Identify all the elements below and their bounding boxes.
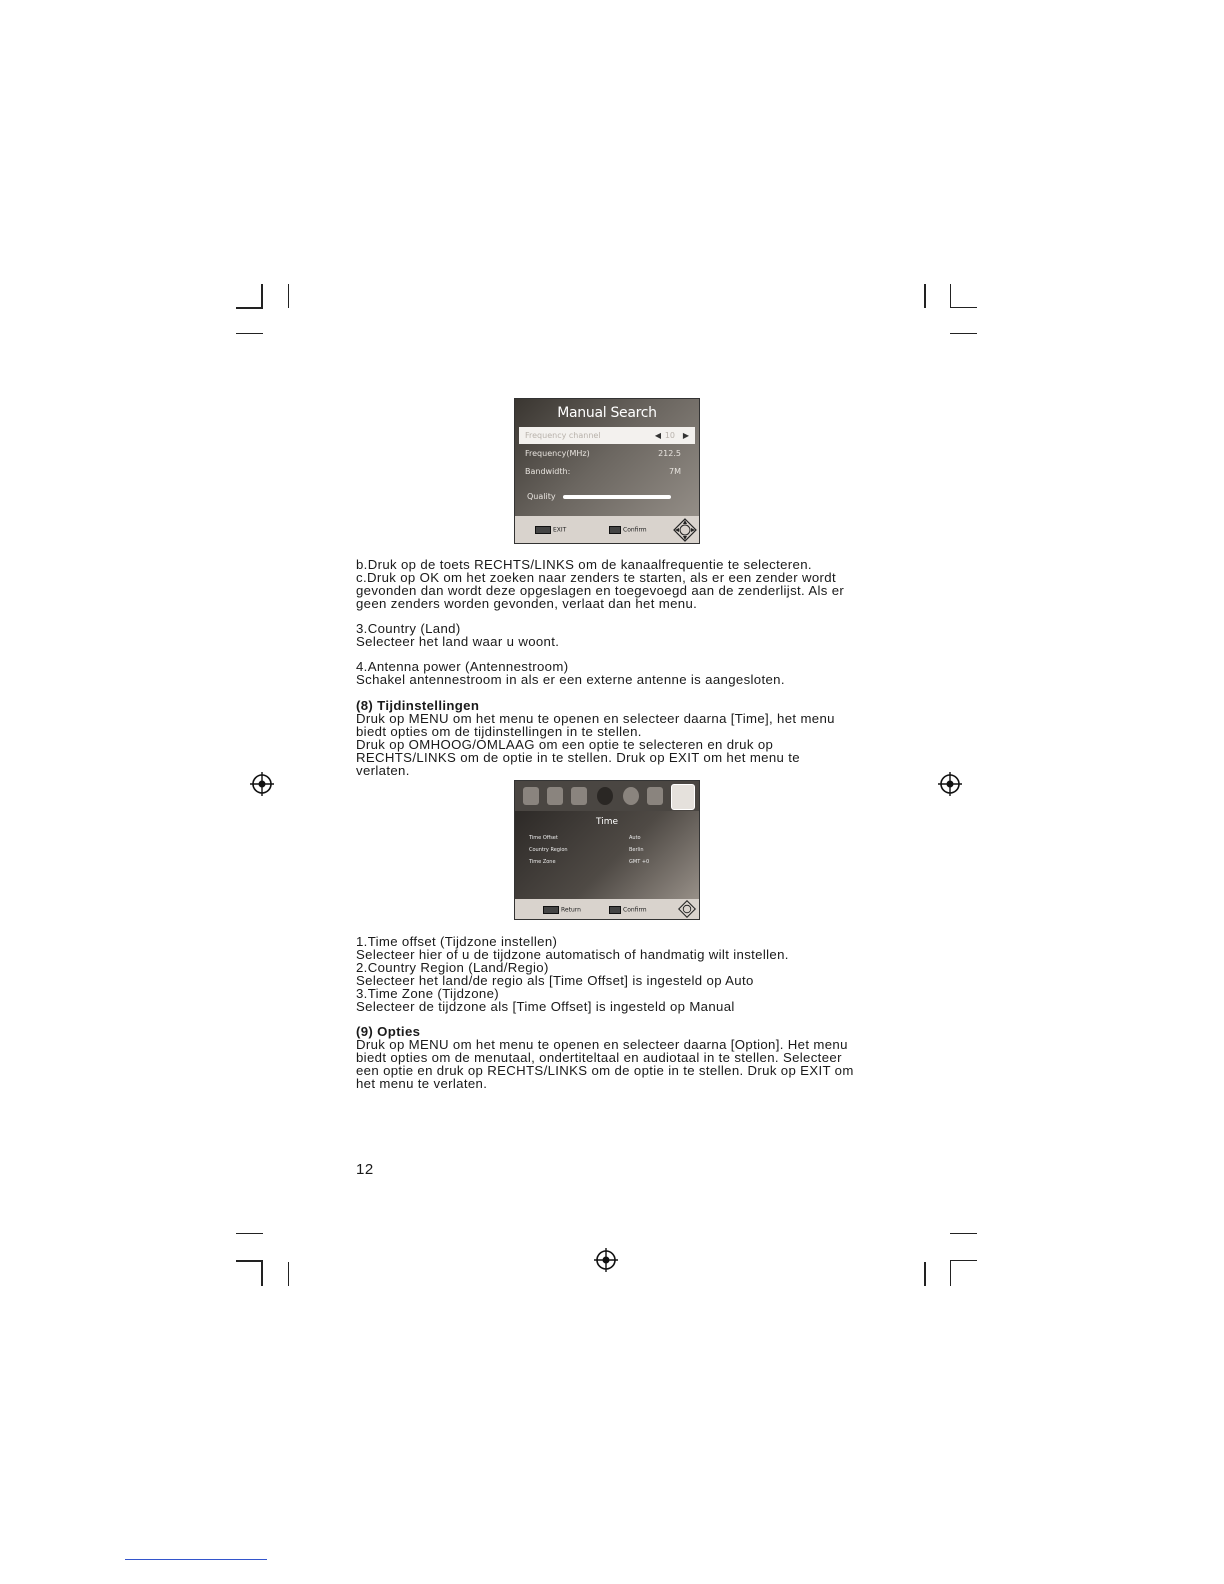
text-line: biedt opties om de tijdinstellingen in te stellen. bbox=[356, 724, 642, 739]
crop-mark bbox=[950, 307, 977, 308]
text-line: Selecteer het land/de regio als [Time Offset] is ingesteld op Auto bbox=[356, 973, 754, 988]
confirm-key[interactable]: Confirm bbox=[609, 906, 647, 914]
arrow-right-icon[interactable]: ▶ bbox=[682, 431, 689, 440]
quality-row bbox=[519, 488, 695, 505]
crop-mark bbox=[950, 1260, 977, 1261]
row-value: 10 bbox=[664, 431, 675, 440]
dpad-icon bbox=[673, 518, 697, 542]
country-section bbox=[356, 622, 876, 648]
text-line: Selecteer de tijdzone als [Time Offset] is ingesteld op Manual bbox=[356, 999, 735, 1014]
row-label: Time Zone bbox=[529, 859, 556, 865]
crop-mark bbox=[950, 333, 977, 334]
crop-mark bbox=[950, 1233, 977, 1234]
time-options-list bbox=[356, 935, 876, 1013]
lock-icon[interactable] bbox=[597, 787, 613, 805]
page-number: 12 bbox=[356, 1161, 374, 1178]
text-line: 2.Country Region (Land/Regio) bbox=[356, 960, 549, 975]
text-line: Selecteer hier of u de tijdzone automatisch of handmatig wilt instellen. bbox=[356, 947, 789, 962]
time-settings-section bbox=[356, 699, 876, 777]
text-line: Selecteer het land waar u woont. bbox=[356, 634, 560, 649]
antenna-section bbox=[356, 660, 876, 686]
quality-label: Quality bbox=[527, 492, 556, 501]
footer-rule bbox=[125, 1559, 267, 1560]
crop-mark bbox=[261, 1260, 263, 1286]
text-line: verlaten. bbox=[356, 763, 410, 778]
text-line: gevonden dan wordt deze opgeslagen en toegevoegd aan de zenderlijst. Als er bbox=[356, 583, 845, 598]
manual-search-screen bbox=[514, 398, 700, 544]
section-heading: 3.Country (Land) bbox=[356, 621, 461, 636]
text-line: b.Druk op de toets RECHTS/LINKS om de kanaalfrequentie te selecteren. bbox=[356, 557, 812, 572]
picture-icon[interactable] bbox=[523, 787, 539, 805]
text-line: c.Druk op OK om het zoeken naar zenders te starten, als er een zender wordt bbox=[356, 570, 836, 585]
time-offset-row[interactable] bbox=[529, 835, 689, 845]
option-icon[interactable] bbox=[647, 787, 663, 805]
time-zone-row[interactable] bbox=[529, 859, 689, 869]
crop-mark bbox=[236, 1233, 263, 1234]
exit-key[interactable]: EXIT bbox=[535, 526, 566, 534]
manual-search-title: Manual Search bbox=[557, 405, 657, 421]
section-heading: (9) Opties bbox=[356, 1024, 421, 1039]
row-value: Auto bbox=[629, 835, 641, 841]
search-instructions bbox=[356, 558, 876, 610]
row-label: Bandwidth: bbox=[525, 467, 571, 476]
row-label: Country Region bbox=[529, 847, 568, 853]
sound-icon[interactable] bbox=[547, 787, 563, 805]
row-label: Frequency channel bbox=[525, 431, 601, 440]
crop-mark bbox=[236, 307, 263, 309]
registration-mark-icon bbox=[937, 771, 963, 797]
crop-mark bbox=[261, 284, 263, 308]
registration-mark-icon bbox=[593, 1247, 619, 1273]
crop-mark bbox=[236, 333, 263, 334]
arrow-left-icon[interactable]: ◀ bbox=[654, 431, 661, 440]
bandwidth-row[interactable] bbox=[519, 463, 695, 480]
text-line: Druk op MENU om het menu te openen en selecteer daarna [Time], het menu bbox=[356, 711, 835, 726]
dpad-icon bbox=[678, 900, 696, 918]
time-icon[interactable] bbox=[671, 784, 695, 810]
section-heading: (8) Tijdinstellingen bbox=[356, 698, 480, 713]
section-heading: 4.Antenna power (Antennestroom) bbox=[356, 659, 569, 674]
row-value: GMT +0 bbox=[629, 859, 650, 865]
time-menu-footer bbox=[515, 899, 699, 919]
country-region-row[interactable] bbox=[529, 847, 689, 857]
frequency-channel-row[interactable] bbox=[519, 427, 695, 444]
channel-icon[interactable] bbox=[571, 787, 587, 805]
text-line: een optie en druk op RECHTS/LINKS om de optie in te stellen. Druk op EXIT om bbox=[356, 1063, 854, 1078]
manual-search-footer bbox=[515, 516, 699, 543]
text-line: biedt opties om de menutaal, ondertiteltaal en audiotaal in te stellen. Selecteer bbox=[356, 1050, 842, 1065]
registration-mark-icon bbox=[249, 771, 275, 797]
text-line: Druk op MENU om het menu te openen en selecteer daarna [Option]. Het menu bbox=[356, 1037, 848, 1052]
text-line: RECHTS/LINKS om de optie in te stellen. Druk op EXIT om het menu te bbox=[356, 750, 800, 765]
setup-icon[interactable] bbox=[623, 787, 639, 805]
quality-bar-track bbox=[563, 495, 671, 499]
quality-bar-fill bbox=[563, 495, 671, 499]
frequency-mhz-row[interactable] bbox=[519, 445, 695, 462]
text-line: 1.Time offset (Tijdzone instellen) bbox=[356, 934, 558, 949]
time-menu-title: Time bbox=[595, 817, 619, 827]
options-section bbox=[356, 1025, 876, 1090]
text-line: Druk op OMHOOG/OMLAAG om een optie te selecteren en druk op bbox=[356, 737, 774, 752]
crop-mark bbox=[950, 284, 951, 308]
time-menu-screen bbox=[514, 780, 700, 920]
confirm-key[interactable]: Confirm bbox=[609, 526, 647, 534]
row-value: 7M bbox=[669, 467, 681, 476]
row-label: Frequency(MHz) bbox=[525, 449, 590, 458]
text-line: het menu te verlaten. bbox=[356, 1076, 488, 1091]
crop-mark bbox=[950, 1260, 951, 1286]
crop-mark bbox=[288, 284, 289, 308]
menu-icon-strip bbox=[515, 781, 699, 811]
crop-mark bbox=[924, 284, 926, 308]
row-value: Berlin bbox=[629, 847, 644, 853]
text-line: Schakel antennestroom in als er een externe antenne is aangesloten. bbox=[356, 672, 785, 687]
row-value: 212.5 bbox=[658, 449, 681, 458]
text-line: geen zenders worden gevonden, verlaat dan het menu. bbox=[356, 596, 698, 611]
crop-mark bbox=[288, 1262, 289, 1286]
row-label: Time Offset bbox=[529, 835, 558, 841]
return-key[interactable]: Return bbox=[543, 906, 581, 914]
crop-mark bbox=[236, 1260, 263, 1262]
crop-mark bbox=[924, 1262, 926, 1286]
text-line: 3.Time Zone (Tijdzone) bbox=[356, 986, 500, 1001]
